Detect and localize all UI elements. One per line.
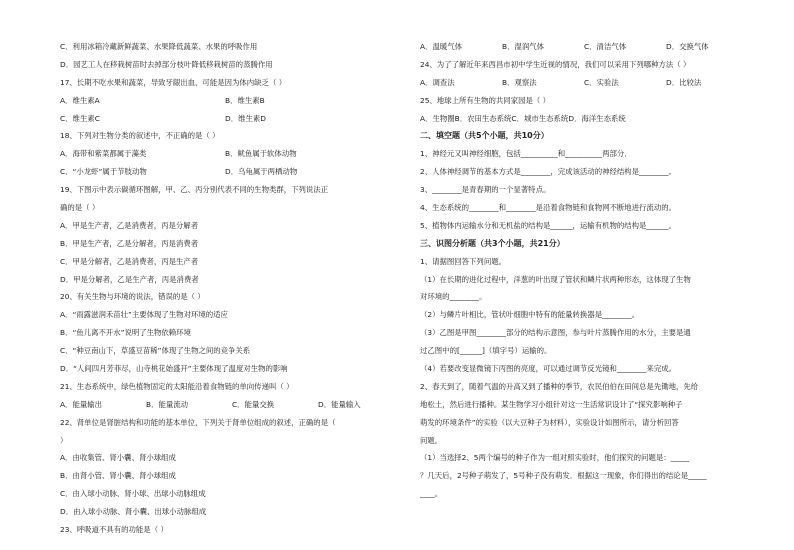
fill-blank-2: 2、人体神经调节的基本方式是________，完成该活动的神经结构是________。 <box>420 167 676 177</box>
q24-option-d: D．比较法 <box>666 77 702 87</box>
q18-option-a: A．海带和紫菜都属于藻类 <box>60 149 147 159</box>
left-column <box>60 38 410 539</box>
q22-stem-line-2: ） <box>60 435 68 445</box>
q20-option-d: D．“人间四月芳菲尽，山寺桃花始盛开”主要体现了温度对生物的影响 <box>60 364 288 374</box>
q17-options-row-2 <box>60 110 410 128</box>
analysis-line: （1）当选择2、5两个编号的种子作为一组对照实验时，他们探究的问题是：_____ <box>420 453 690 463</box>
analysis-line: 2、春天到了，随着气温的升高又到了播种的季节，农民伯伯在田间总是先锄地，先给 <box>420 381 699 391</box>
q19-option-c: C．甲是分解者，乙是消费者，丙是生产者 <box>60 256 199 266</box>
q18-option-d: D．乌龟属于两栖动物 <box>225 167 298 177</box>
q18-stem: 18、下列对生物分类的叙述中，不正确的是（ ） <box>60 131 220 141</box>
analysis-line: 萌发的环境条件”的实验（以大豆种子为材料），实验设计如图所示，请分析回答 <box>420 417 679 427</box>
q24-option-c: C．实验法 <box>584 77 619 87</box>
q22-option-c: C．由入球小动脉、肾小球、出球小动脉组成 <box>60 489 206 499</box>
q23-stem: 23、呼吸道不具有的功能是（ ） <box>60 525 168 535</box>
analysis-line: 对环境的________。 <box>420 292 487 302</box>
q21-option-a: A．能量输出 <box>60 399 103 409</box>
q18-option-c: C．“小龙虾”属于节肢动物 <box>60 167 147 177</box>
q22-stem-line-1: 22、肾单位是肾脏结构和功能的基本单位，下列关于肾单位组成的叙述，正确的是（ <box>60 417 336 427</box>
q20-option-a: A．“雨露滋润禾苗壮”主要体现了生物对环境的适应 <box>60 310 228 320</box>
q23-option-d: D．交换气体 <box>666 42 709 51</box>
q19-option-b: B．甲是生产者，乙是分解者，丙是消费者 <box>60 238 199 248</box>
fill-blank-5: 5、植物体内运输水分和无机盐的结构是______，运输有机物的结构是______。 <box>420 220 676 230</box>
q16-option-d: D．园艺工人在移栽树苗时去掉部分枝叶降低移栽树苗的蒸腾作用 <box>60 59 273 69</box>
q21-stem: 21、生态系统中，绿色植物固定的太阳能沿着食物链的单向传递叫（ ） <box>60 381 294 391</box>
q24-option-a: A．调查法 <box>420 77 455 87</box>
q23-options <box>420 38 770 56</box>
q19-stem-line-1: 19、下图示中表示碳循环图解，甲、乙、丙分别代表不同的生物类群，下列说法正 <box>60 185 329 195</box>
q22-option-d: D．由入球小动脉、肾小囊、出球小动脉组成 <box>60 507 207 517</box>
q17-option-b: B．维生素B <box>225 95 265 105</box>
section-fill-blank-title: 二、填空题（共5个小题，共10分） <box>420 131 549 141</box>
q21-option-d: D．能量输入 <box>318 399 361 409</box>
analysis-line: 地松土，然后进行播种。某生物学习小组针对这一生活常识设计了“探究影响种子 <box>420 399 683 409</box>
q24-options <box>420 74 770 92</box>
q19-option-a: A．甲是生产者，乙是消费者，丙是分解者 <box>60 220 199 230</box>
q21-options <box>60 396 410 414</box>
q22-option-b: B．由肾小管、肾小囊、肾小球组成 <box>60 471 176 481</box>
q18-options-row-1 <box>60 145 410 163</box>
q21-option-c: C．能量交换 <box>232 399 275 409</box>
q24-option-b: B．观察法 <box>502 77 537 87</box>
analysis-line: ____。 <box>420 489 443 499</box>
right-column <box>420 38 770 503</box>
q17-option-a: A．维生素A <box>60 95 100 105</box>
q17-options-row-1 <box>60 92 410 110</box>
q23-option-c: C．清洁气体 <box>584 42 627 51</box>
analysis-line: （4）若要改变显微镜下丙图的亮度，可以通过调节反光镜和________来完成。 <box>420 364 676 374</box>
section-diagram-analysis-title: 三、识图分析题（共3个小题，共21分） <box>420 238 565 248</box>
analysis-line: ？几天后，2号种子萌发了，5号种子没有萌发．根据这一现象，你们得出的结论是_____ <box>420 471 707 481</box>
q20-option-b: B．“鱼儿离不开水”说明了生物依赖环境 <box>60 328 191 338</box>
q21-option-b: B．能量流动 <box>146 399 189 409</box>
fill-blank-3: 3、________是青春期的一个显著特点。 <box>420 185 551 195</box>
q25-stem: 25、地球上所有生物的共同家园是（ ） <box>420 95 551 105</box>
q19-option-d: D．甲是分解者，乙是生产者，丙是消费者 <box>60 274 199 284</box>
analysis-line: 1、请据图回答下列问题。 <box>420 256 507 266</box>
analysis-line: 过乙图中的[______]（填字号）运输的。 <box>420 346 552 356</box>
q17-stem: 17、长期不吃水果和蔬菜，导致牙龈出血，可能是因为体内缺乏（ ） <box>60 77 287 87</box>
q24-stem: 24、为了了解近年来西昌市初中学生近视的情况，我们可以采用下列哪种方法（ ） <box>420 59 691 69</box>
q20-option-c: C．“种豆南山下，草盛豆苗稀”体现了生物之间的竞争关系 <box>60 346 251 356</box>
fill-blank-4: 4、生态系统的________和________是沿着食物链和食物网不断地进行流动的。 <box>420 203 676 213</box>
q18-options-row-2 <box>60 163 410 181</box>
q22-option-a: A．由收集管、肾小囊、肾小球组成 <box>60 453 176 463</box>
q23-option-a: A．温暖气体 <box>420 42 463 51</box>
q17-option-d: D．维生素D <box>225 113 266 123</box>
q23-option-b: B．湿润气体 <box>502 42 545 51</box>
fill-blank-1: 1、神经元又叫神经细胞，包括__________和__________两部分． <box>420 149 632 159</box>
q16-option-c: C．利用冰箱冷藏新鲜蔬菜、水果降低蔬菜、水果的呼吸作用 <box>60 42 258 51</box>
q25-options: A．生物圈B．农田生态系统C．城市生态系统D．海洋生态系统 <box>420 113 626 123</box>
analysis-line: （2）与鳞片叶相比，管状叶细胞中特有的能量转换器是________。 <box>420 310 640 320</box>
q19-stem-line-2: 确的是（ ） <box>60 203 100 213</box>
analysis-line: 问题。 <box>420 435 443 445</box>
q18-option-b: B．鱿鱼属于软体动物 <box>225 149 297 159</box>
q17-option-c: C．维生素C <box>60 113 100 123</box>
analysis-line: （1）在长期的进化过程中，洋葱的叶出现了管状和鳞片状两种形态，这体现了生物 <box>420 274 691 284</box>
q20-stem: 20、有关生物与环境的说法，错误的是（ ） <box>60 292 205 302</box>
analysis-line: （3）乙图是甲图________部分的结构示意图，参与叶片蒸腾作用的水分，主要是通 <box>420 328 691 338</box>
